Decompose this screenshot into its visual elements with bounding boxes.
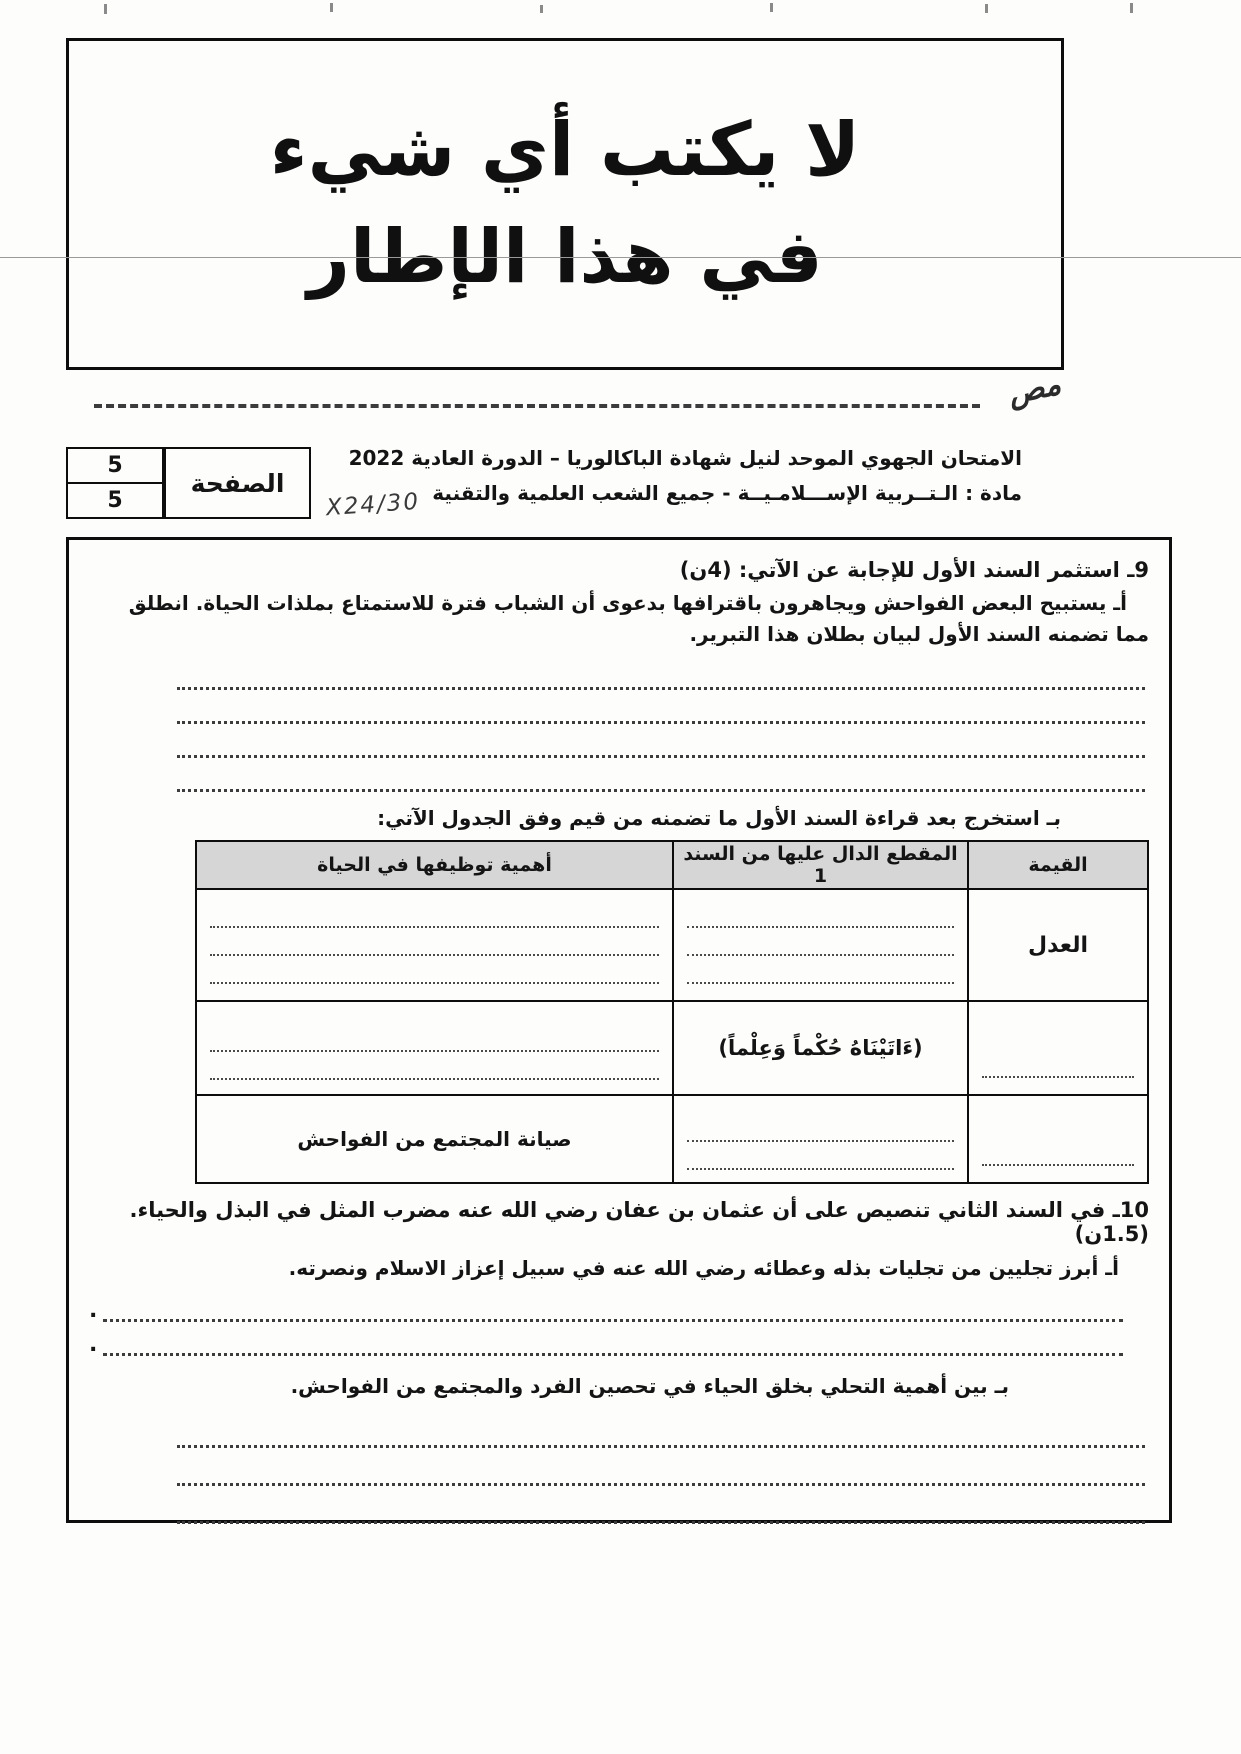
answer-line <box>687 1118 954 1142</box>
page-number-current: 5 <box>68 449 162 484</box>
answer-line <box>210 1028 659 1052</box>
scan-mark <box>540 5 543 13</box>
answer-line <box>687 960 954 984</box>
answer-row <box>89 1324 1149 1358</box>
values-table <box>195 840 1149 1184</box>
answer-line <box>177 726 1145 758</box>
passage-cell: (ءَاتَيْنَاهُ حُكْماً وَعِلْماً) <box>673 1001 968 1095</box>
table-row <box>196 889 1148 1001</box>
answer-row <box>89 1290 1149 1324</box>
page-number-total: 5 <box>107 488 123 513</box>
dashed-separator <box>94 404 980 408</box>
question-9-heading: 9ـ استثمر السند الأول للإجابة عن الآتي: (4ن) <box>679 558 1149 582</box>
column-header-importance: أهمية توظيفها في الحياة <box>196 841 673 889</box>
table-row <box>196 1001 1148 1095</box>
answer-line <box>177 1416 1145 1448</box>
answer-line <box>177 1492 1145 1524</box>
question-10-part-a: أـ أبرز تجليين من تجليات بذله وعطائه رضي الله عنه في سبيل إعزاز الاسلام ونصرته. <box>288 1256 1119 1280</box>
answer-line <box>687 1146 954 1170</box>
importance-cell <box>196 1001 673 1095</box>
answer-line <box>177 760 1145 792</box>
do-not-write-frame <box>66 38 1064 370</box>
table-row <box>196 1095 1148 1183</box>
questions-box <box>66 537 1172 1523</box>
value-cell: العدل <box>968 889 1148 1001</box>
importance-cell: صيانة المجتمع من الفواحش <box>196 1095 673 1183</box>
passage-cell <box>673 1095 968 1183</box>
scan-mark <box>104 4 107 14</box>
scan-mark <box>1130 3 1133 13</box>
line-end-dot: . <box>89 1298 98 1323</box>
handwritten-score-mark: X24/30 <box>325 488 421 522</box>
question-10b-answer-area <box>89 1416 1149 1524</box>
value-cell <box>968 1095 1148 1183</box>
answer-line <box>687 904 954 928</box>
answer-line <box>210 1056 659 1080</box>
page-number-box <box>66 447 164 519</box>
question-10-part-b: بـ بين أهمية التحلي بخلق الحياء في تحصين الفرد والمجتمع من الفواحش. <box>290 1374 1009 1398</box>
scan-mark <box>330 3 333 12</box>
passage-cell <box>673 889 968 1001</box>
column-header-value: القيمة <box>968 841 1148 889</box>
answer-line <box>177 1454 1145 1486</box>
answer-line <box>210 904 659 928</box>
exam-title-line-1: الامتحان الجهوي الموحد لنيل شهادة الباكالوريا – الدورة العادية 2022 <box>348 446 1022 470</box>
answer-line <box>210 932 659 956</box>
exam-title-line-2: مادة : الـتــربية الإســـلامـيــة - جميع الشعب العلمية والتقنية <box>432 481 1022 505</box>
answer-line <box>687 932 954 956</box>
value-cell <box>968 1001 1148 1095</box>
line-end-dot: . <box>89 1332 98 1357</box>
page-label-box: الصفحة <box>164 447 311 519</box>
question-10-heading: 10ـ في السند الثاني تنصيص على أن عثمان بن عفان رضي الله عنه مضرب المثل في البذل والحياء. (1.5ن) <box>129 1198 1149 1246</box>
question-9-part-b: بـ استخرج بعد قراءة السند الأول ما تضمنه من قيم وفق الجدول الآتي: <box>377 806 1061 830</box>
answer-line <box>982 1054 1134 1078</box>
importance-cell <box>196 889 673 1001</box>
scan-fold-line <box>0 257 1241 258</box>
notice-line-1: لا يكتب أي شيء <box>269 107 861 194</box>
table-header-row <box>196 841 1148 889</box>
answer-line <box>210 960 659 984</box>
answer-line <box>177 658 1145 690</box>
answer-line <box>103 1290 1123 1322</box>
scan-mark <box>770 3 773 12</box>
scan-mark <box>985 4 988 13</box>
handwritten-signature: مص <box>1004 366 1064 413</box>
answer-line <box>177 692 1145 724</box>
column-header-passage: المقطع الدال عليها من السند 1 <box>673 841 968 889</box>
question-9-part-a: أـ يستبيح البعض الفواحش ويجاهرون باقترافها بدعوى أن الشباب فترة للاستمتاع بملذات الحياة. انطلق مما تضمنه السند الأول لبيان بطلان هذا التبرير. <box>128 591 1149 646</box>
question-9a-answer-area <box>89 658 1149 792</box>
answer-line <box>103 1324 1123 1356</box>
notice-line-2: في هذا الإطار <box>307 214 823 300</box>
answer-line <box>982 1142 1134 1166</box>
question-10a-answer-area <box>89 1290 1149 1358</box>
